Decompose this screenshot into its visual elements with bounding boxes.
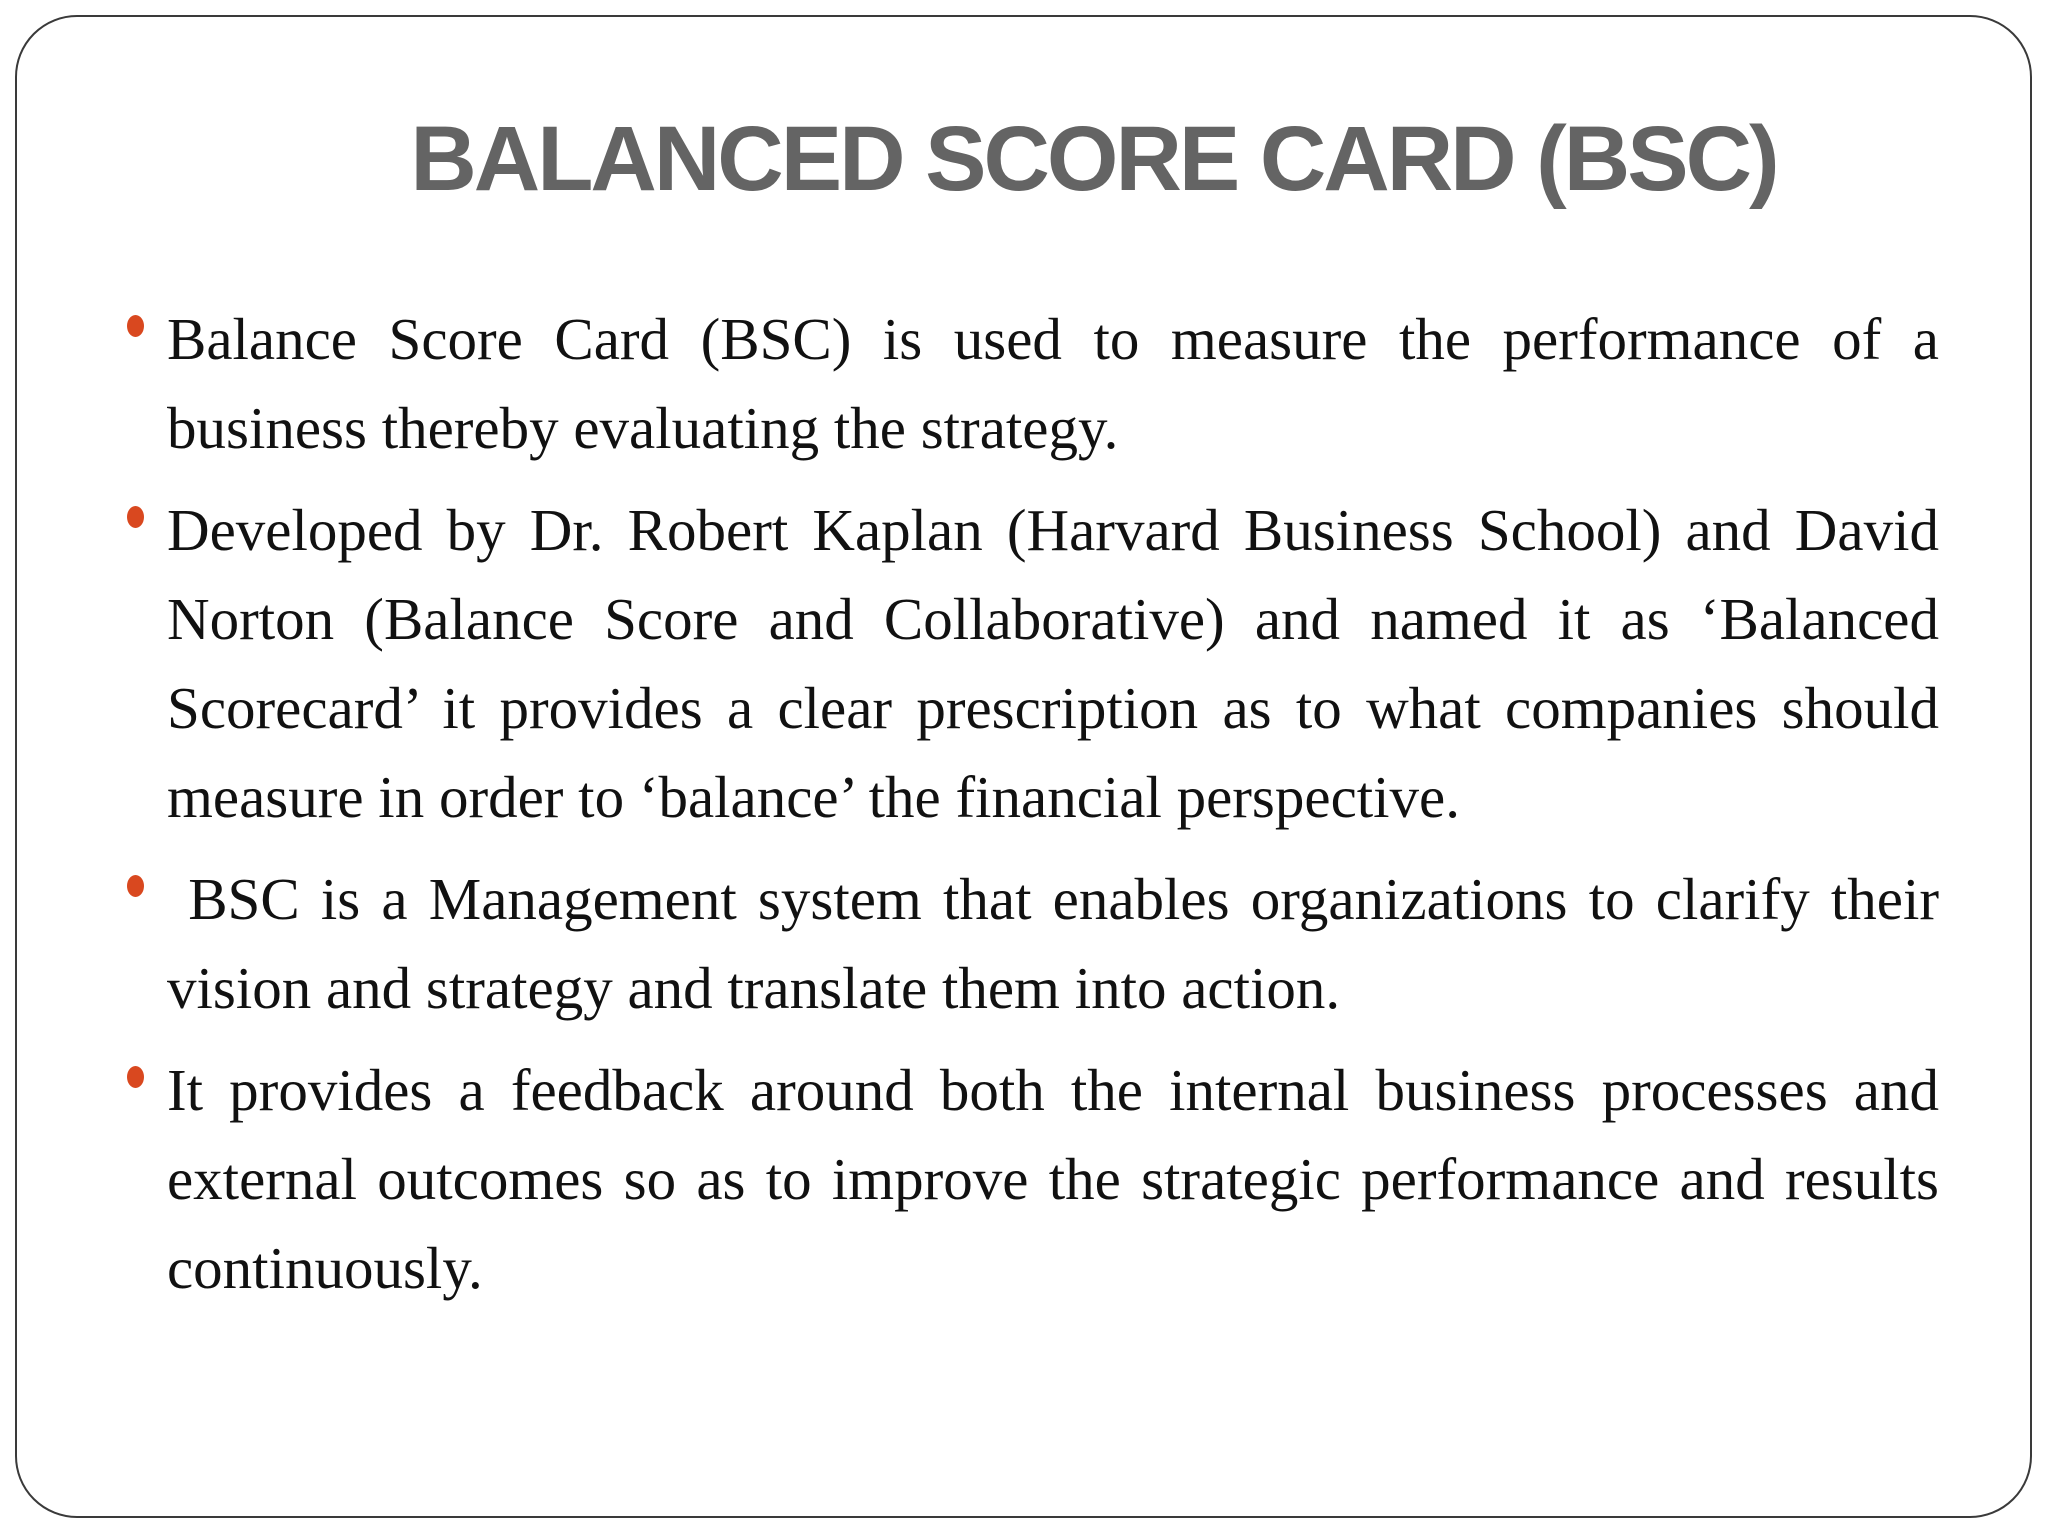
- bullet-dot-icon: [127, 315, 144, 337]
- bullet-item: [167, 855, 1954, 1033]
- bullet-list: [167, 295, 1954, 1326]
- bullet-dot-icon: [127, 875, 144, 897]
- bullet-text: It provides a feedback around both the internal business processes and external outcomes so as to improve the strategic performance and results continuously.: [167, 1057, 1939, 1301]
- slide-title: BALANCED SCORE CARD (BSC): [410, 108, 1777, 210]
- bullet-item: [167, 486, 1939, 842]
- bullet-dot-icon: [127, 1066, 144, 1088]
- slide-frame: [15, 15, 2032, 1518]
- bullet-item: [167, 295, 1939, 473]
- bullet-text: BSC is a Management system that enables organizations to clarify their vision and strategy and translate them into action.: [167, 866, 1954, 1021]
- bullet-dot-icon: [127, 506, 144, 528]
- bullet-text: Balance Score Card (BSC) is used to measure the performance of a business thereby evaluating the strategy.: [167, 306, 1939, 461]
- bullet-text: Developed by Dr. Robert Kaplan (Harvard Business School) and David Norton (Balance Score and Collaborative) and named it as ‘Balanced Scorecard’ it provides a clear prescription as to what companies should measure in order to ‘balance’ the financial perspective.: [167, 497, 1939, 830]
- bullet-item: [167, 1046, 1939, 1313]
